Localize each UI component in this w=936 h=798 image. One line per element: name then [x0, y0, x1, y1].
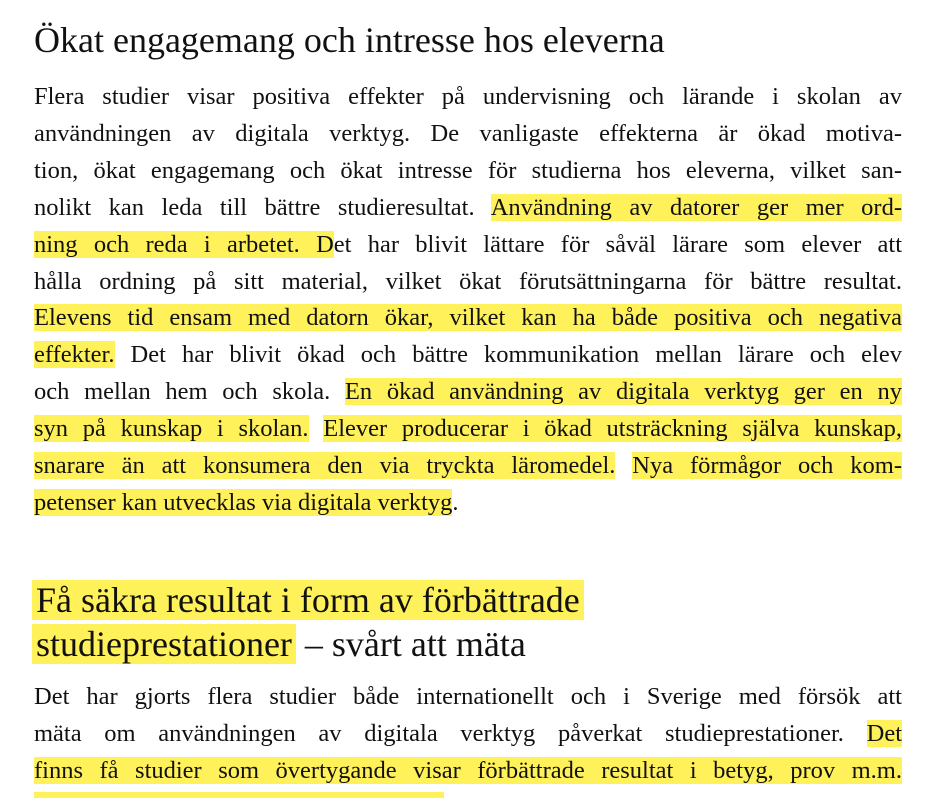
text-line: [34, 119, 902, 149]
text-line: [34, 622, 526, 666]
text-line: [34, 719, 902, 749]
text-line: [34, 488, 902, 518]
text-line: [34, 156, 902, 186]
body-text: mäta om användningen av digitala verktyg påverkat studieprestationer.: [34, 719, 867, 747]
body-text: nolikt kan leda till bättre studieresultat.: [34, 193, 491, 221]
section-heading-engagement: Ökat engagemang och intresse hos eleverna: [34, 20, 665, 60]
highlighted-text: snarare än att konsumera den via tryckta läromedel.: [34, 452, 616, 479]
text-line: [34, 340, 902, 370]
highlighted-text: ning och reda i arbetet. D: [34, 230, 334, 258]
highlighted-text: Det: [866, 719, 902, 747]
text-line: [34, 193, 902, 223]
highlighted-text: finns få studier som övertygande visar förbättrade resultat i betyg, prov m.m.: [34, 756, 902, 784]
body-text: tion, ökat engagemang och ökat intresse för studierna hos eleverna, vilket san-: [34, 156, 902, 184]
body-text: och mellan hem och skola.: [34, 378, 345, 406]
highlighted-text: syn på kunskap i skolan.: [34, 415, 309, 443]
highlighted-text: Användning av datorer ger mer ord-: [490, 193, 902, 221]
text-line: [34, 682, 902, 712]
body-text: [309, 415, 324, 442]
text-line: [34, 267, 902, 297]
text-line: [34, 303, 902, 333]
highlighted-text: studieprestationer: [32, 624, 296, 664]
text-line: [34, 230, 902, 260]
body-text: – svårt att mäta: [295, 624, 526, 664]
highlighted-text: En ökad användning av digitala verktyg ger en ny: [344, 378, 902, 406]
body-text: Flera studier visar positiva effekter på undervisning och lärande i skolan av: [34, 83, 902, 110]
highlighted-text: Elevens tid ensam med datorn ökar, vilket kan ha både positiva och negativa: [34, 304, 902, 332]
highlight-cutoff-strip: [34, 792, 444, 798]
body-text: Det har gjorts flera studier både internationellt och i Sverige med försök att: [34, 683, 902, 710]
text-line: [34, 578, 584, 622]
highlighted-text: Elever producerar i ökad utsträckning själva kunskap,: [323, 415, 903, 443]
body-text: [615, 452, 632, 479]
text-line: [34, 451, 902, 481]
text-line: [34, 756, 902, 786]
body-text: hålla ordning på sitt material, vilket ökat förutsättningarna för bättre resultat.: [34, 267, 902, 295]
highlighted-text: petenser kan utvecklas via digitala verktyg: [34, 488, 453, 516]
body-text: Det har blivit ökad och bättre kommunikation mellan lärare och elev: [114, 341, 902, 369]
highlighted-text: Få säkra resultat i form av förbättrade: [32, 580, 584, 620]
highlighted-text: Nya förmågor och kom-: [632, 452, 902, 479]
body-text: användningen av digitala verktyg. De vanligaste effekterna är ökad motiva-: [34, 119, 902, 147]
body-text: .: [452, 488, 459, 516]
text-line: [34, 414, 902, 444]
text-line: [34, 377, 902, 407]
text-line: [34, 82, 902, 112]
highlighted-text: effekter.: [34, 341, 115, 369]
body-text: et har blivit lättare för såväl lärare som elever att: [333, 230, 903, 258]
